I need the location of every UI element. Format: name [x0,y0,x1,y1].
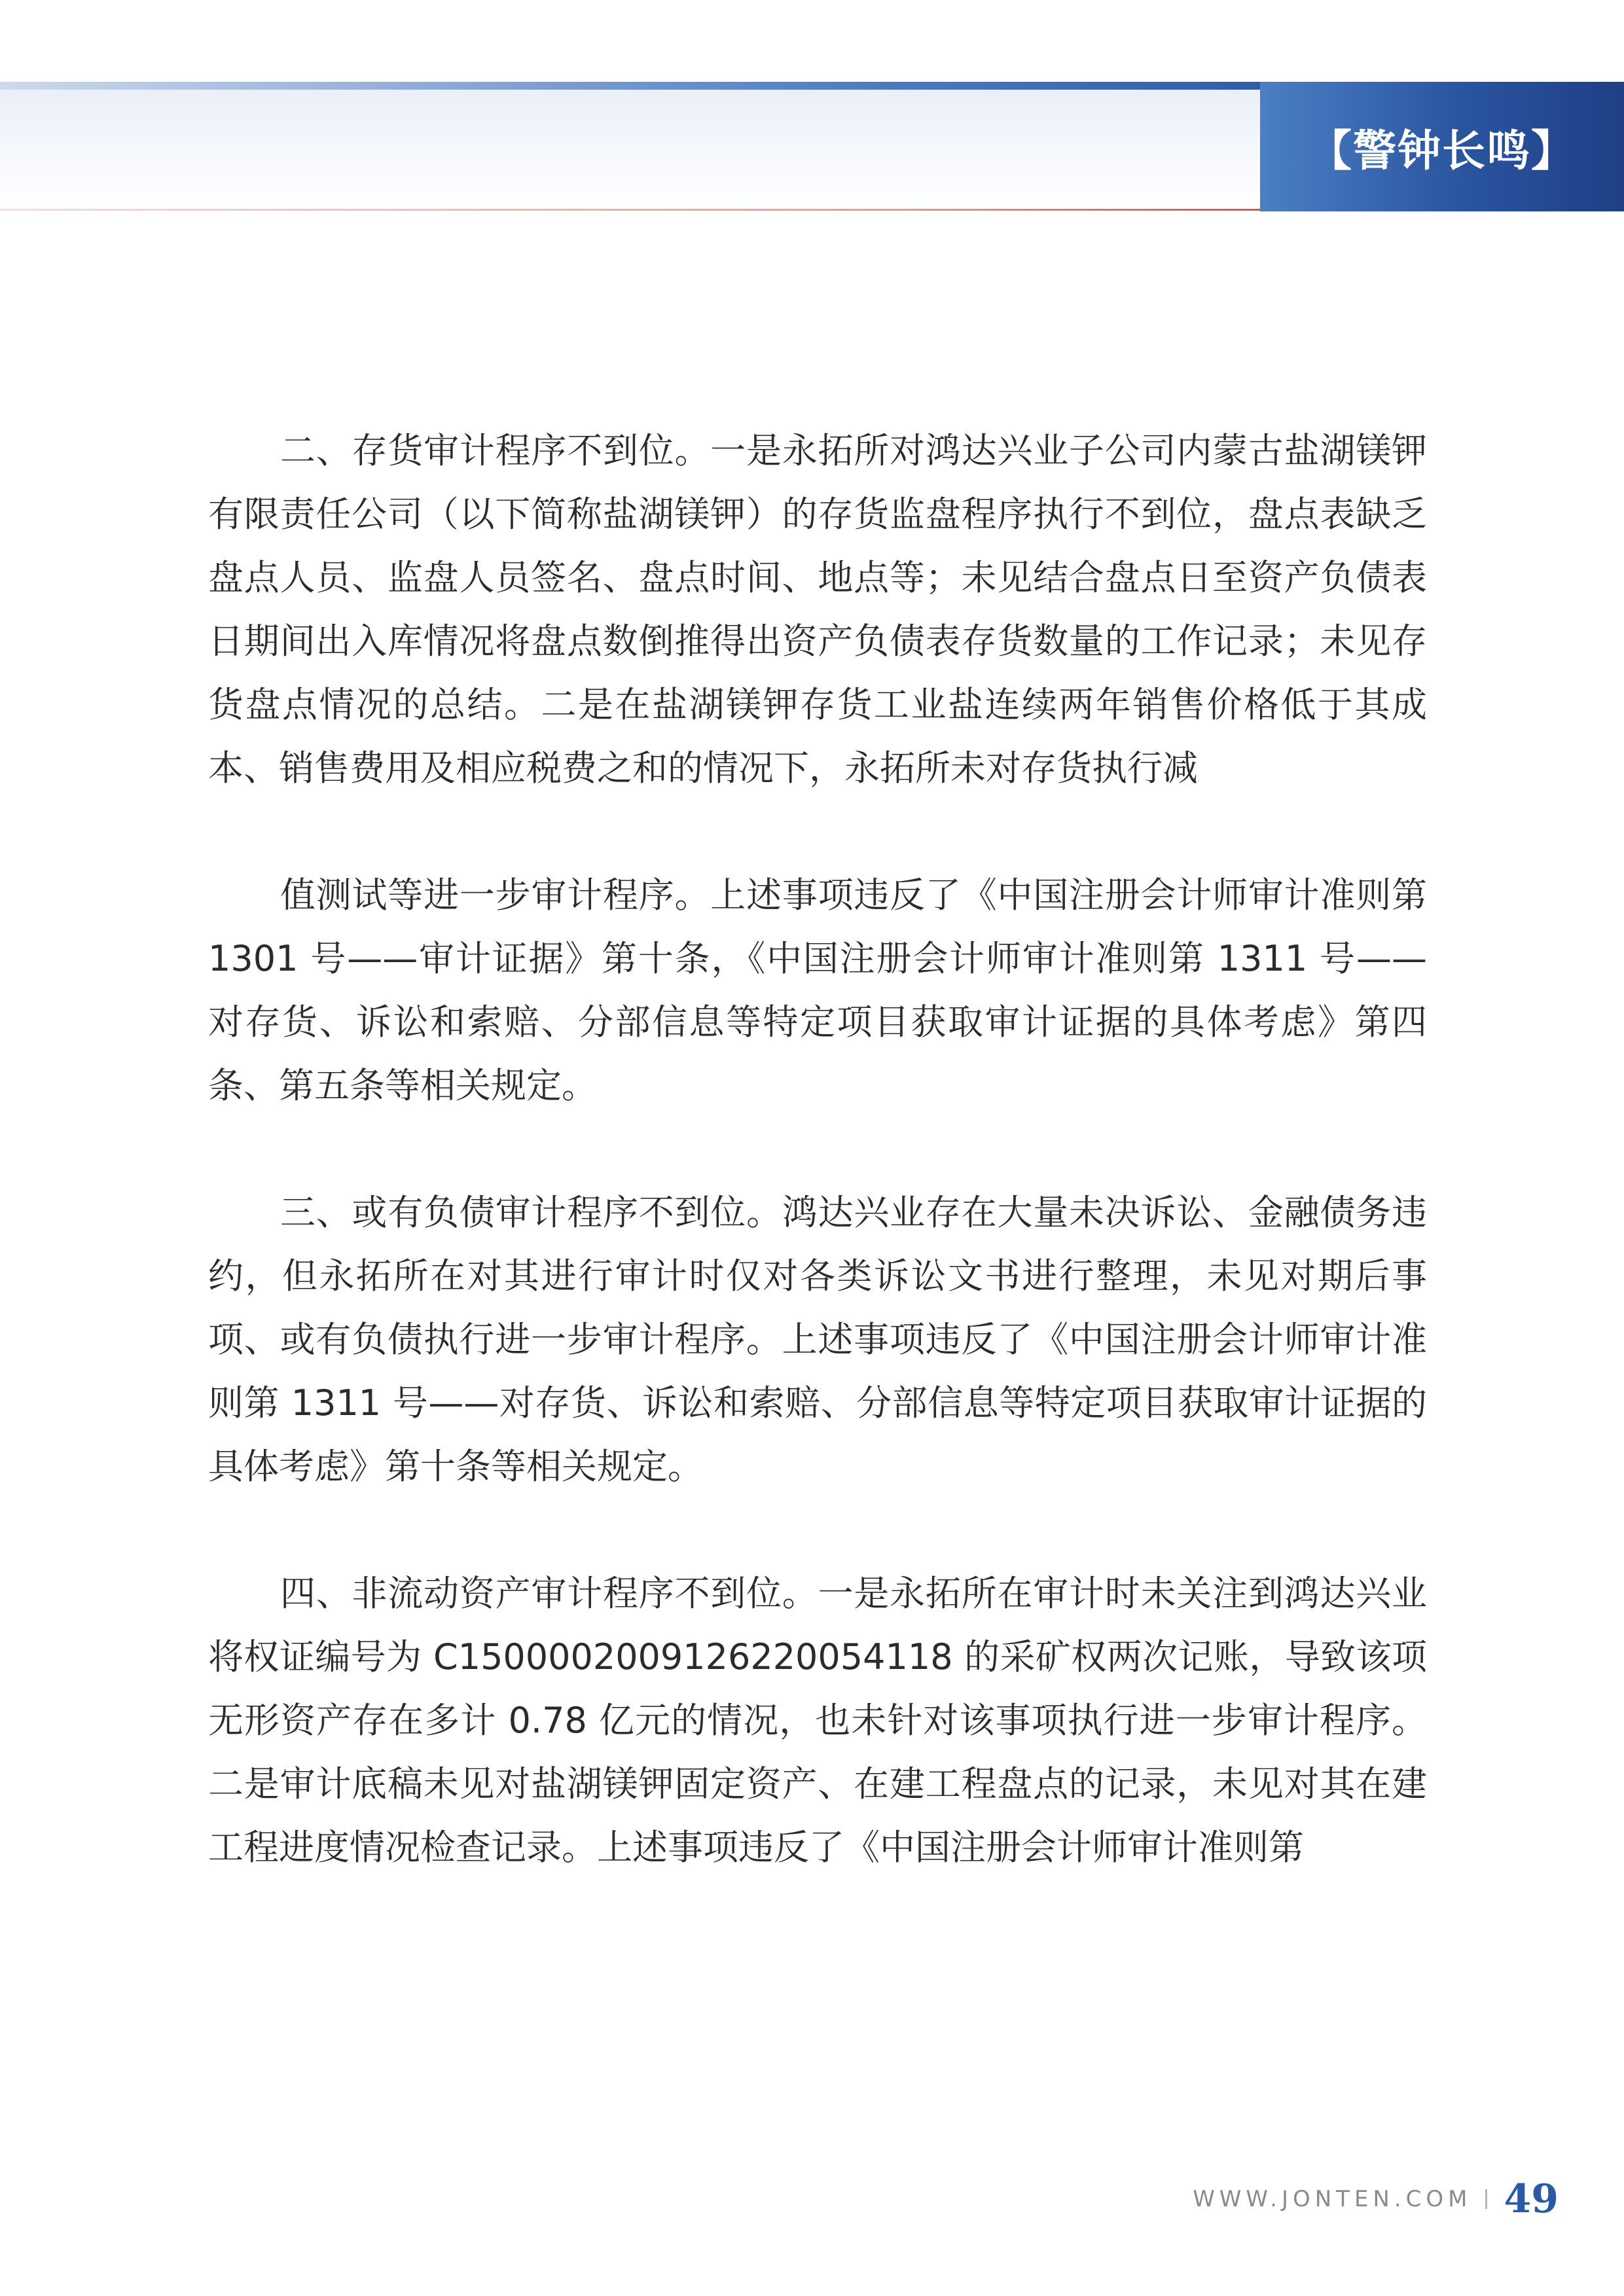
paragraph-inventory-audit-continued: 值测试等进一步审计程序。上述事项违反了《中国注册会计师审计准则第 1301 号——审计证据》第十条，《中国注册会计师审计准则第 1311 号——对存货、诉讼和索赔、分部信息等特定项目获取审计证据的具体考虑》第四条、第五条等相关规定。 [208,874,1427,1106]
header-accent-line [0,209,1260,211]
website-url: WWW.JONTEN.COM [1193,2186,1472,2212]
footer-divider [1485,2189,1487,2209]
page-number: 49 [1504,2176,1559,2222]
page-footer [1193,2173,1559,2225]
section-tag-label: 【警钟长鸣】 [1308,124,1576,176]
paragraph-non-current-asset-audit: 四、非流动资产审计程序不到位。一是永拓所在审计时未关注到鸿达兴业将权证编号为 C1500002009126220054118 的采矿权两次记账，导致该项无形资产存在多计 0.78 亿元的情况，也未针对该事项执行进一步审计程序。二是审计底稿未见对盐湖镁钾固定资产、在建工程盘点的记录，未见对其在建工程进度情况检查记录。上述事项违反了《中国注册会计师审计准则第 [208,1573,1427,1868]
header-band [0,82,1260,211]
paragraph-inventory-audit: 二、存货审计程序不到位。一是永拓所对鸿达兴业子公司内蒙古盐湖镁钾有限责任公司（以下简称盐湖镁钾）的存货监盘程序执行不到位，盘点表缺乏盘点人员、监盘人员签名、盘点时间、地点等；未见结合盘点日至资产负债表日期间出入库情况将盘点数倒推得出资产负债表存货数量的工作记录；未见存货盘点情况的总结。二是在盐湖镁钾存货工业盐连续两年销售价格低于其成本、销售费用及相应税费之和的情况下，永拓所未对存货执行减 [208,430,1427,789]
article-body [208,419,1427,1879]
paragraph-contingent-liability-audit: 三、或有负债审计程序不到位。鸿达兴业存在大量未决诉讼、金融债务违约，但永拓所在对其进行审计时仅对各类诉讼文书进行整理，未见对期后事项、或有负债执行进一步审计程序。上述事项违反了《中国注册会计师审计准则第 1311 号——对存货、诉讼和索赔、分部信息等特定项目获取审计证据的具体考虑》第十条等相关规定。 [208,1192,1427,1487]
section-tag [1260,82,1624,211]
header-top-line [0,82,1260,90]
